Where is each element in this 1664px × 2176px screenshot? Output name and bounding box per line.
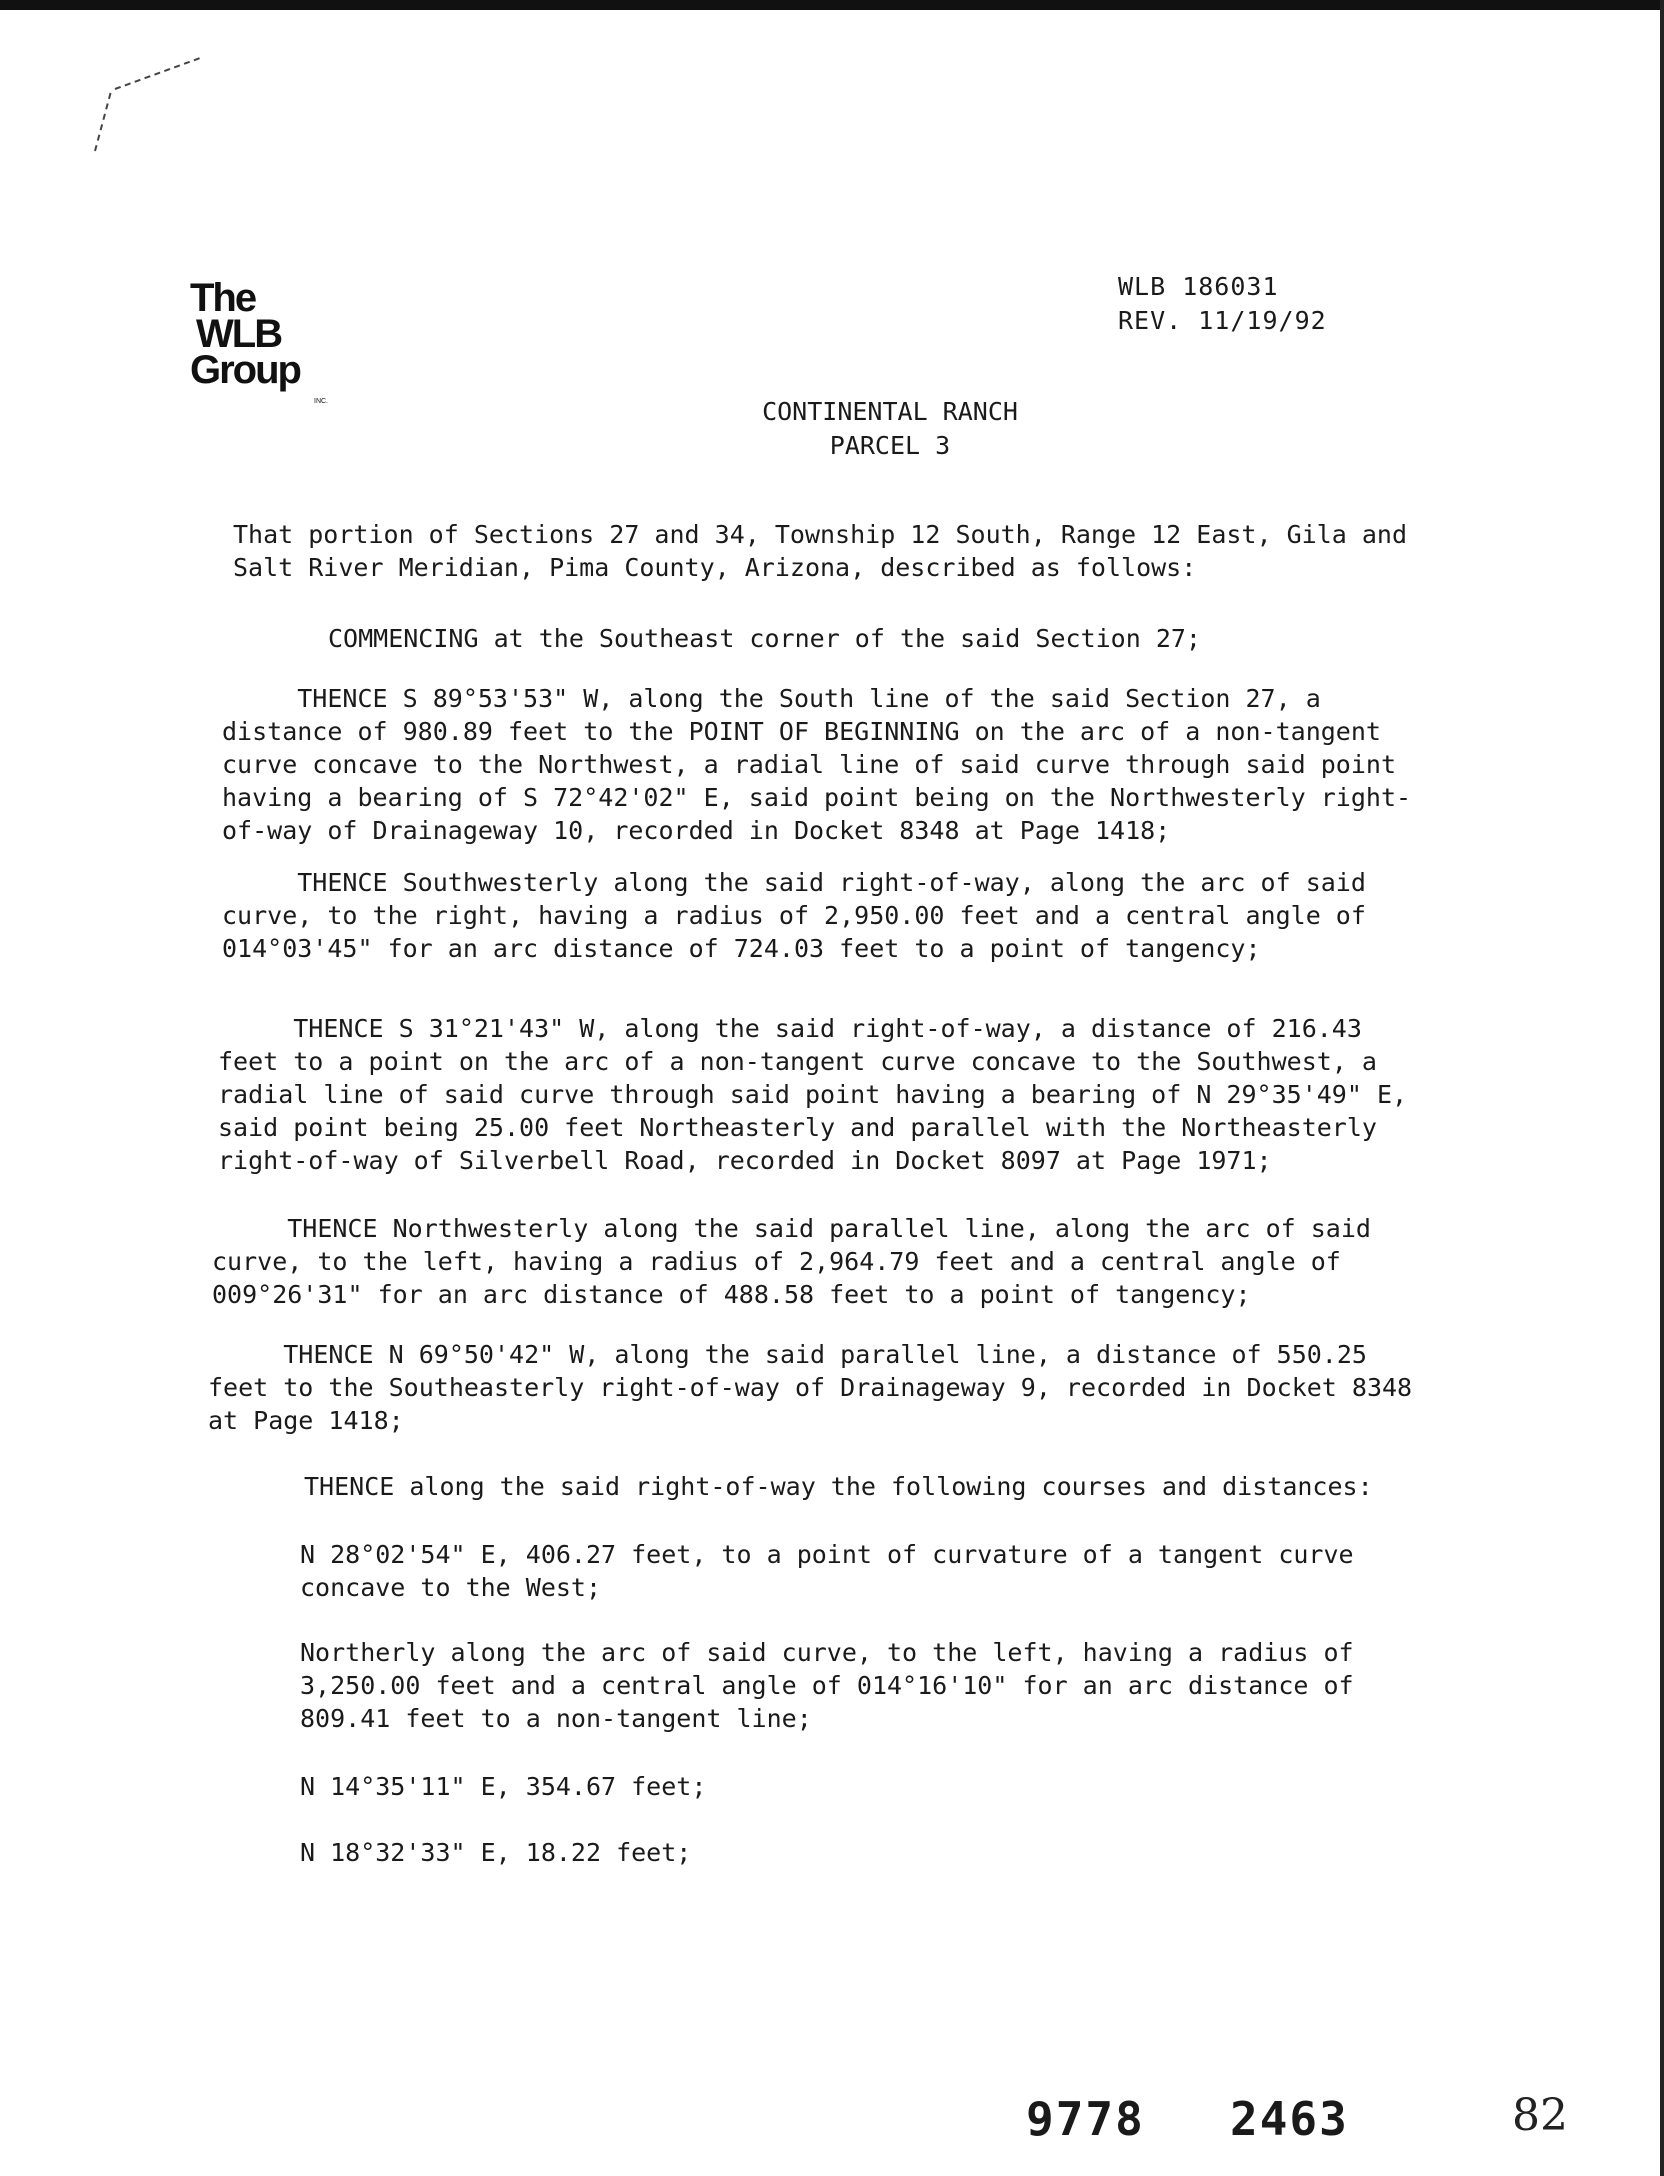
scan-artifact [94, 93, 111, 151]
commencing-paragraph: COMMENCING at the Southeast corner of the said Section 27; [328, 624, 1201, 653]
logo-line-1: The [190, 276, 256, 320]
course-item-3: N 14°35'11" E, 354.67 feet; [300, 1772, 707, 1801]
company-logo [190, 276, 340, 405]
course-paragraph-2: THENCE Southwesterly along the said right-of-way, along the arc of said curve, to the right, having a radius of 2,950.00 feet and a central angle of 014°03'45" for an arc distance of 724.03 feet to a point of tangency; [222, 868, 1366, 963]
intro-paragraph: That portion of Sections 27 and 34, Township 12 South, Range 12 East, Gila and Salt River Meridian, Pima County, Arizona, described as follows: [233, 520, 1407, 582]
course-paragraph-5: THENCE N 69°50'42" W, along the said parallel line, a distance of 550.25 feet to the Southeasterly right-of-way of Drainageway 9, recorded in Docket 8348 at Page 1418; [208, 1340, 1413, 1435]
document-title [640, 395, 1140, 463]
title-line-1: CONTINENTAL RANCH [762, 397, 1018, 426]
course-item-2: Northerly along the arc of said curve, to the left, having a radius of 3,250.00 feet and a central angle of 014°16'10" for an arc distance of 809.41 feet to a non-tangent line; [300, 1638, 1354, 1733]
course-paragraph-3: THENCE S 31°21'43" W, along the said right-of-way, a distance of 216.43 feet to a point on the arc of a non-tangent curve concave to the Southwest, a radial line of said curve through said point having a bearing of N 29°35'49" E, said point being 25.00 feet Northeasterly and parallel with the Northeasterly right-of-way of Silverbell Road, recorded in Docket 8097 at Page 1971; [218, 1014, 1408, 1175]
scan-top-edge [0, 0, 1664, 10]
scan-right-edge [1660, 0, 1664, 2176]
page-number: 2463 [1230, 2092, 1349, 2146]
title-line-2: PARCEL 3 [829, 431, 951, 460]
job-number: WLB 186031 [1118, 272, 1279, 301]
course-paragraph-1: THENCE S 89°53'53" W, along the South line of the said Section 27, a distance of 980.89 feet to the POINT OF BEGINNING on the arc of a non-tangent curve concave to the Northwest, a radial line of said curve through said point having a bearing of S 72°42'02" E, said point being on the Northwesterly right- of-way of Drainageway 10, recorded in Docket 8348 at Page 1418; [222, 684, 1412, 845]
course-item-1: N 28°02'54" E, 406.27 feet, to a point of curvature of a tangent curve concave to the West; [300, 1540, 1354, 1602]
logo-suffix: INC. [314, 398, 328, 405]
logo-line-3: Group [190, 348, 300, 392]
course-paragraph-4: THENCE Northwesterly along the said parallel line, along the arc of said curve, to the left, having a radius of 2,964.79 feet and a central angle of 009°26'31" for an arc distance of 488.58 feet to a point of tangency; [212, 1214, 1371, 1309]
revision-date: REV. 11/19/92 [1118, 306, 1327, 335]
logo-line-2: WLB [196, 312, 282, 356]
course-item-4: N 18°32'33" E, 18.22 feet; [300, 1838, 692, 1867]
docket-number: 9778 [1026, 2092, 1145, 2146]
handwritten-sheet-mark: 82 [1512, 2090, 1568, 2141]
reference-block [1118, 270, 1327, 338]
courses-intro: THENCE along the said right-of-way the following courses and distances: [304, 1472, 1373, 1501]
scan-artifact [115, 57, 200, 90]
